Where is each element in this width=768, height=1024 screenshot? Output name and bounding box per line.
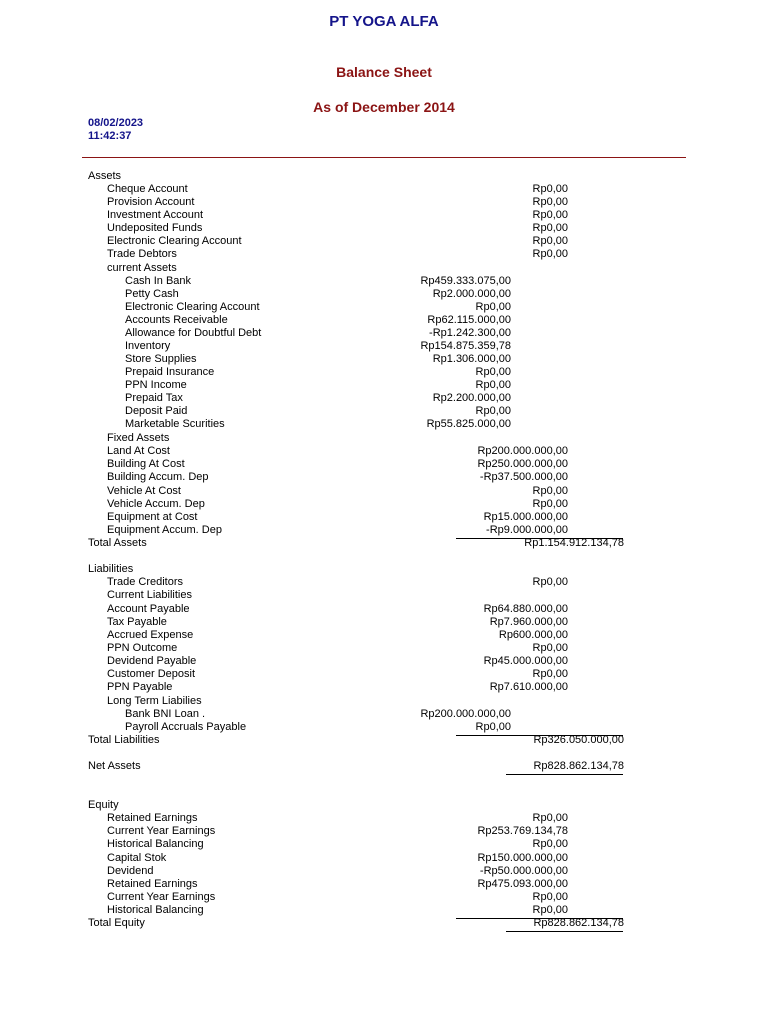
account-label: Investment Account <box>107 209 203 221</box>
account-amount: Rp0,00 <box>532 498 568 510</box>
account-label: PPN Payable <box>107 681 173 693</box>
account-label: PPN Income <box>125 379 187 391</box>
account-amount: Rp326.050.000,00 <box>533 734 624 746</box>
account-label: Customer Deposit <box>107 668 196 680</box>
account-amount: Rp15.000.000,00 <box>483 511 568 523</box>
account-label: Bank BNI Loan . <box>125 708 206 720</box>
account-label: Prepaid Tax <box>125 392 183 404</box>
table-row <box>0 537 768 550</box>
account-amount: -Rp50.000.000,00 <box>479 865 568 877</box>
account-label: Electronic Clearing Account <box>125 301 260 313</box>
account-label: Cash In Bank <box>125 275 192 287</box>
table-row <box>0 222 768 235</box>
account-amount: Rp0,00 <box>532 668 568 680</box>
account-label: Petty Cash <box>125 288 179 300</box>
account-amount: Rp150.000.000,00 <box>477 852 568 864</box>
account-amount: Rp154.875.359,78 <box>420 340 511 352</box>
account-label: Land At Cost <box>107 445 170 457</box>
account-amount: -Rp1.242.300,00 <box>429 327 511 339</box>
account-amount: -Rp9.000.000,00 <box>486 524 568 536</box>
table-row <box>0 681 768 694</box>
print-date: 08/02/2023 <box>88 117 144 129</box>
account-label: Equipment at Cost <box>107 511 198 523</box>
table-row <box>0 275 768 288</box>
account-label: PPN Outcome <box>107 642 178 654</box>
account-amount: -Rp37.500.000,00 <box>479 471 568 483</box>
net-assets-rule <box>506 774 623 775</box>
table-row <box>0 668 768 681</box>
table-row <box>0 379 768 392</box>
table-row <box>0 511 768 524</box>
account-label: Assets <box>88 170 122 182</box>
account-amount: Rp1.306.000,00 <box>432 353 511 365</box>
account-amount: Rp0,00 <box>532 209 568 221</box>
account-label: Inventory <box>125 340 171 352</box>
account-amount: Rp0,00 <box>475 301 511 313</box>
table-row <box>0 458 768 471</box>
table-row <box>0 524 768 537</box>
account-label: Trade Creditors <box>107 576 184 588</box>
account-label: Accrued Expense <box>107 629 194 641</box>
account-amount: Rp0,00 <box>532 642 568 654</box>
account-amount: Rp0,00 <box>532 222 568 234</box>
table-row <box>0 917 768 930</box>
table-row <box>0 589 768 602</box>
print-time: 11:42:37 <box>88 130 132 142</box>
account-amount: Rp0,00 <box>532 891 568 903</box>
account-label: Long Term Liabilies <box>107 695 202 707</box>
account-amount: Rp0,00 <box>532 576 568 588</box>
table-row <box>0 498 768 511</box>
account-amount: Rp0,00 <box>532 838 568 850</box>
account-label: Liabilities <box>88 563 134 575</box>
account-label: Cheque Account <box>107 183 188 195</box>
account-amount: Rp0,00 <box>532 485 568 497</box>
account-amount: Rp0,00 <box>532 904 568 916</box>
table-row <box>0 183 768 196</box>
account-label: Total Equity <box>88 917 145 929</box>
account-label: Account Payable <box>107 603 190 615</box>
account-amount: Rp200.000.000,00 <box>477 445 568 457</box>
account-amount: Rp45.000.000,00 <box>483 655 568 667</box>
account-label: Capital Stok <box>107 852 167 864</box>
account-label: Devidend Payable <box>107 655 197 667</box>
table-row <box>0 248 768 261</box>
table-row <box>0 799 768 812</box>
table-row <box>0 629 768 642</box>
total-equity-rule-top <box>456 918 623 919</box>
account-label: Electronic Clearing Account <box>107 235 242 247</box>
table-row <box>0 445 768 458</box>
table-row <box>0 563 768 576</box>
report-title: Balance Sheet <box>336 64 432 80</box>
table-row <box>0 235 768 248</box>
account-amount: Rp0,00 <box>532 248 568 260</box>
account-label: Retained Earnings <box>107 878 198 890</box>
table-row <box>0 878 768 891</box>
account-label: Payroll Accruals Payable <box>125 721 247 733</box>
table-row <box>0 838 768 851</box>
account-label: Building Accum. Dep <box>107 471 209 483</box>
account-label: Historical Balancing <box>107 904 204 916</box>
account-amount: Rp828.862.134,78 <box>533 917 624 929</box>
table-row <box>0 865 768 878</box>
table-row <box>0 327 768 340</box>
account-label: Equity <box>88 799 119 811</box>
table-row <box>0 301 768 314</box>
account-amount: Rp2.200.000,00 <box>432 392 511 404</box>
account-amount: Rp475.093.000,00 <box>477 878 568 890</box>
total-assets-rule <box>456 538 623 539</box>
company-name: PT YOGA ALFA <box>329 13 439 30</box>
table-row <box>0 485 768 498</box>
report-period: As of December 2014 <box>313 99 455 115</box>
account-label: Building At Cost <box>107 458 185 470</box>
table-row <box>0 170 768 183</box>
account-label: Equipment Accum. Dep <box>107 524 222 536</box>
table-row <box>0 262 768 275</box>
account-label: Undeposited Funds <box>107 222 203 234</box>
table-row <box>0 825 768 838</box>
table-row <box>0 708 768 721</box>
table-row <box>0 366 768 379</box>
total-liabilities-rule <box>456 735 623 736</box>
table-row <box>0 760 768 773</box>
table-row <box>0 655 768 668</box>
table-row <box>0 471 768 484</box>
table-row <box>0 209 768 222</box>
account-label: Historical Balancing <box>107 838 204 850</box>
account-label: Current Liabilities <box>107 589 192 601</box>
account-label: Current Year Earnings <box>107 891 216 903</box>
account-amount: Rp64.880.000,00 <box>483 603 568 615</box>
account-amount: Rp0,00 <box>532 196 568 208</box>
account-amount: Rp0,00 <box>475 721 511 733</box>
account-amount: Rp0,00 <box>532 812 568 824</box>
table-row <box>0 616 768 629</box>
table-row <box>0 405 768 418</box>
account-label: Fixed Assets <box>107 432 170 444</box>
account-label: Prepaid Insurance <box>125 366 215 378</box>
account-amount: Rp600.000,00 <box>498 629 568 641</box>
table-row <box>0 642 768 655</box>
account-label: Total Liabilities <box>88 734 160 746</box>
account-label: Store Supplies <box>125 353 197 365</box>
account-label: Retained Earnings <box>107 812 198 824</box>
account-amount: Rp0,00 <box>475 366 511 378</box>
account-amount: Rp0,00 <box>475 405 511 417</box>
account-label: Allowance for Doubtful Debt <box>125 327 262 339</box>
table-row <box>0 418 768 431</box>
account-label: Provision Account <box>107 196 195 208</box>
table-row <box>0 891 768 904</box>
account-amount: Rp7.960.000,00 <box>489 616 568 628</box>
account-amount: Rp55.825.000,00 <box>426 418 511 430</box>
account-amount: Rp828.862.134,78 <box>533 760 624 772</box>
account-label: Current Year Earnings <box>107 825 216 837</box>
account-amount: Rp2.000.000,00 <box>432 288 511 300</box>
table-row <box>0 721 768 734</box>
account-label: Vehicle Accum. Dep <box>107 498 205 510</box>
account-amount: Rp0,00 <box>532 183 568 195</box>
account-label: Accounts Receivable <box>125 314 228 326</box>
table-row <box>0 288 768 301</box>
account-label: Trade Debtors <box>107 248 177 260</box>
account-label: Tax Payable <box>107 616 167 628</box>
table-row <box>0 392 768 405</box>
account-label: Devidend <box>107 865 154 877</box>
table-row <box>0 432 768 445</box>
account-label: Deposit Paid <box>125 405 188 417</box>
account-label: Vehicle At Cost <box>107 485 181 497</box>
account-amount: Rp253.769.134,78 <box>477 825 568 837</box>
account-amount: Rp250.000.000,00 <box>477 458 568 470</box>
account-label: current Assets <box>107 262 177 274</box>
table-row <box>0 603 768 616</box>
table-row <box>0 340 768 353</box>
account-amount: Rp0,00 <box>475 379 511 391</box>
account-label: Net Assets <box>88 760 141 772</box>
account-label: Marketable Scurities <box>125 418 225 430</box>
account-amount: Rp7.610.000,00 <box>489 681 568 693</box>
table-row <box>0 576 768 589</box>
table-row <box>0 314 768 327</box>
table-row <box>0 196 768 209</box>
account-amount: Rp0,00 <box>532 235 568 247</box>
table-row <box>0 353 768 366</box>
table-row <box>0 695 768 708</box>
table-row <box>0 852 768 865</box>
table-row <box>0 904 768 917</box>
account-amount: Rp1.154.912.134,78 <box>524 537 624 549</box>
total-equity-rule-bottom <box>506 931 623 932</box>
account-amount: Rp62.115.000,00 <box>427 314 511 326</box>
account-label: Total Assets <box>88 537 147 549</box>
account-amount: Rp459.333.075,00 <box>420 275 511 287</box>
table-row <box>0 812 768 825</box>
table-row <box>0 734 768 747</box>
account-amount: Rp200.000.000,00 <box>420 708 511 720</box>
